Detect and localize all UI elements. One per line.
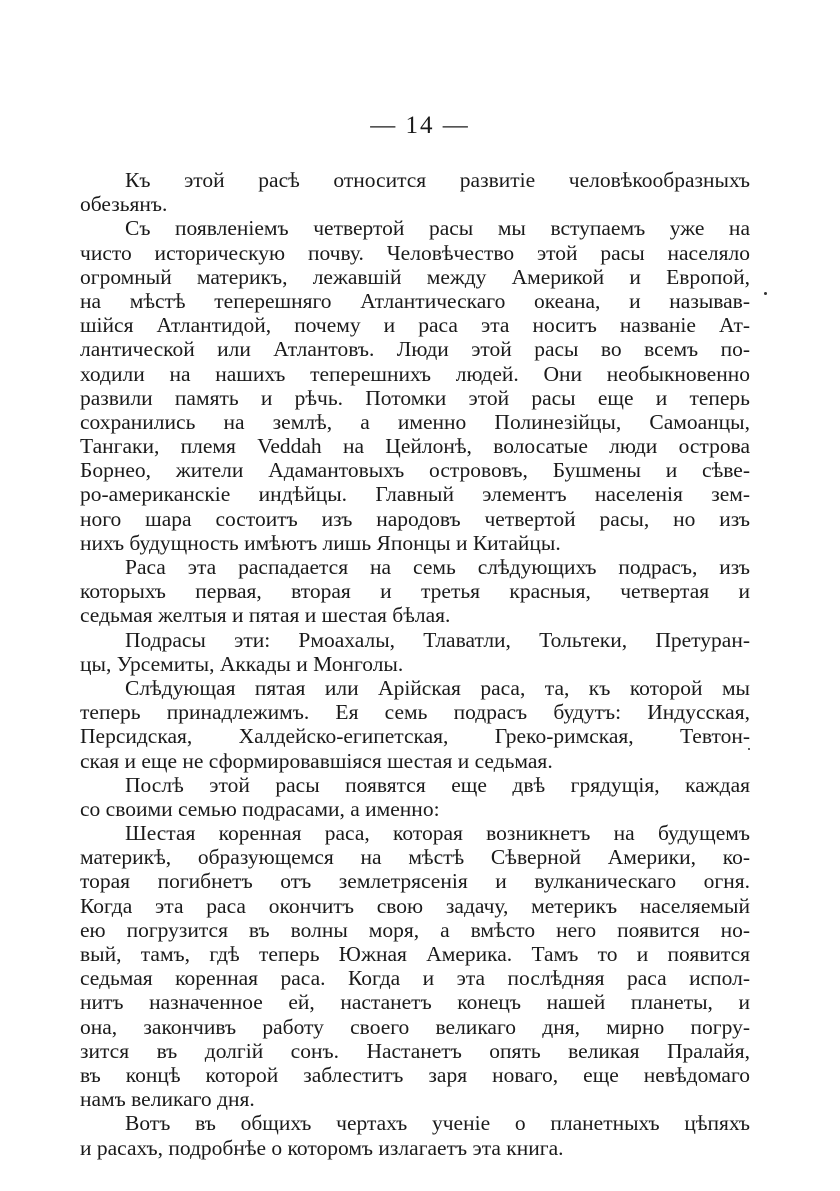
text-line: и расахъ, подробнѣе о которомъ излагаетъ эта книга.	[80, 1135, 564, 1160]
page-text	[80, 168, 750, 1160]
text-line: торая погибнетъ отъ землетрясенія и вулканическаго огня.	[80, 869, 750, 894]
print-speck	[748, 748, 750, 750]
text-line: Борнео, жители Адамантовыхъ острововъ, Бушмены и сѣве-	[80, 458, 750, 483]
text-line: Вотъ въ общихъ чертахъ ученіе о планетныхъ цѣпяхъ	[125, 1111, 750, 1136]
text-line: со своими семью подрасами, а именно:	[80, 796, 440, 821]
text-line: Раса эта распадается на семь слѣдующихъ подрасъ, изъ	[125, 555, 750, 579]
text-line: огромный материкъ, лежавшій между Америкой и Европой,	[80, 264, 750, 289]
text-line: нихъ будущность имѣютъ лишь Японцы и Китайцы.	[80, 530, 561, 555]
text-line: Подрасы эти: Рмоахалы, Тлаватли, Тольтеки, Претуран-	[125, 627, 750, 652]
text-line: Слѣдующая пятая или Арійская раса, та, къ которой мы	[125, 675, 750, 700]
text-line: ного шара состоитъ изъ народовъ четвертой расы, но изъ	[80, 506, 750, 531]
text-line: Къ этой расѣ относится развитіе человѣкообразныхъ	[125, 168, 750, 192]
text-line: Съ появленіемъ четвертой расы мы вступаемъ уже на	[125, 216, 750, 241]
text-line: нитъ назначенное ей, настанетъ конецъ нашей планеты, и	[80, 990, 750, 1015]
text-line: вый, тамъ, гдѣ теперь Южная Америка. Тамъ то и появится	[80, 942, 750, 966]
text-line: на мѣстѣ теперешняго Атлантическаго океана, и называв-	[80, 288, 750, 313]
text-line: развили память и рѣчь. Потомки этой расы еще и теперь	[80, 385, 750, 410]
text-line: материкѣ, образующемся на мѣстѣ Сѣверной Америки, ко-	[80, 845, 750, 870]
text-line: Послѣ этой расы появятся еще двѣ грядущія, каждая	[125, 772, 750, 797]
text-line: намъ великаго дня.	[80, 1087, 255, 1112]
text-line: чисто историческую почву. Человѣчество этой расы населяло	[80, 240, 750, 265]
text-line: ро-американскіе индѣйцы. Главный элементъ населенія зем-	[80, 482, 750, 507]
text-line: теперь принадлежимъ. Ея семь подрасъ будутъ: Индусская,	[80, 700, 750, 725]
text-line: она, закончивъ работу своего великаго дня, мирно погру-	[80, 1014, 750, 1039]
text-line: седьмая желтыя и пятая и шестая бѣлая.	[80, 603, 451, 628]
text-line: которыхъ первая, вторая и третья красныя, четвертая и	[80, 579, 750, 604]
text-line: Когда эта раса окончитъ свою задачу, метерикъ населяемый	[80, 893, 750, 918]
text-line: ская и еще не сформировавшіяся шестая и седьмая.	[80, 748, 553, 773]
text-line: лантической или Атлантовъ. Люди этой расы во всемъ по-	[80, 337, 750, 362]
text-line: зится въ долгій сонъ. Настанетъ опять великая Пралайя,	[80, 1038, 750, 1063]
text-line: обезьянъ.	[80, 192, 168, 217]
text-line: шійся Атлантидой, почему и раса эта носитъ названіе Ат-	[80, 313, 750, 338]
text-line: цы, Урсемиты, Аккады и Монголы.	[80, 651, 404, 676]
text-line: Шестая коренная раса, которая возникнетъ на будущемъ	[125, 821, 750, 846]
print-speck	[764, 292, 767, 295]
text-line: сохранились на землѣ, а именно Полинезійцы, Самоанцы,	[80, 409, 750, 434]
text-line: ходили на нашихъ теперешнихъ людей. Они необыкновенно	[80, 361, 750, 386]
text-line: Тангаки, племя Veddah на Цейлонѣ, волосатые люди острова	[80, 434, 750, 459]
text-line: Персидская, Халдейско-египетская, Греко-римская, Тевтон-	[80, 724, 750, 749]
text-line: ею погрузится въ волны моря, а вмѣсто него появится но-	[80, 917, 750, 942]
text-line: седьмая коренная раса. Когда и эта послѣдняя раса испол-	[80, 966, 750, 991]
text-line: въ концѣ которой заблеститъ заря новаго, еще невѣдомаго	[80, 1062, 750, 1087]
page-number: — 14 —	[370, 112, 470, 139]
